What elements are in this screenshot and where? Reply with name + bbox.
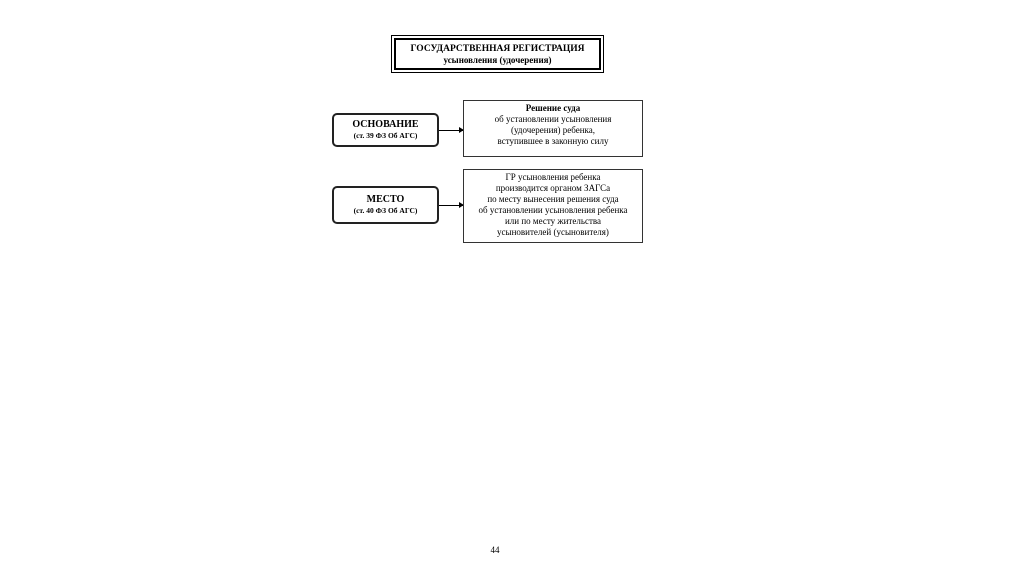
place-detail-line: ГР усыновления ребенка <box>505 172 601 182</box>
diagram-title-box <box>394 38 601 70</box>
place-label: МЕСТО <box>366 194 405 205</box>
court-decision-line: (удочерения) ребенка, <box>510 125 596 135</box>
basis-arrow <box>439 130 463 131</box>
place-detail-line: производится органом ЗАГСа <box>495 183 611 193</box>
diagram-title: ГОСУДАРСТВЕННАЯ РЕГИСТРАЦИЯ <box>410 44 585 54</box>
page-number: 44 <box>490 545 500 555</box>
basis-box <box>332 113 439 147</box>
place-detail-line: или по месту жительства <box>504 216 602 226</box>
place-detail-line: усыновителей (усыновителя) <box>497 227 609 237</box>
place-box <box>332 186 439 224</box>
diagram-subtitle: усыновления (удочерения) <box>443 55 552 65</box>
basis-label: ОСНОВАНИЕ <box>352 119 419 130</box>
court-decision-heading: Решение суда <box>525 103 581 113</box>
place-detail-box <box>463 169 643 243</box>
court-decision-line: вступившее в законную силу <box>497 136 609 146</box>
basis-law-reference: (ст. 39 ФЗ Об АГС) <box>353 131 418 140</box>
place-detail-line: по месту вынесения решения суда <box>487 194 619 204</box>
court-decision-line: об установлении усыновления <box>494 114 612 124</box>
place-detail-line: об установлении усыновления ребенка <box>478 205 628 215</box>
place-arrow <box>439 205 463 206</box>
court-decision-box <box>463 100 643 157</box>
place-law-reference: (ст. 40 ФЗ Об АГС) <box>353 206 418 215</box>
